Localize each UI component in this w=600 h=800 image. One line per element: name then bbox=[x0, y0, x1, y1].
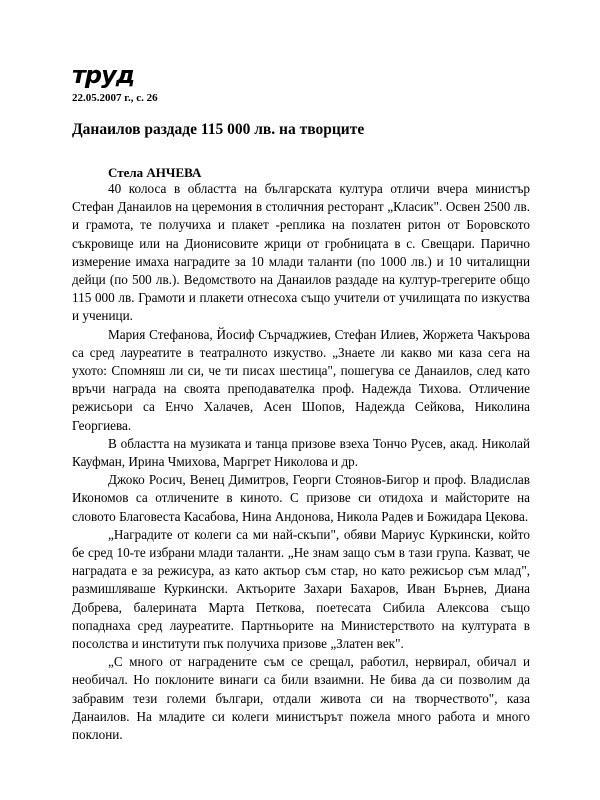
trud-logo-icon bbox=[72, 62, 152, 88]
logo-wordmark: труд bbox=[72, 62, 135, 88]
article-title: Данаилов раздаде 115 000 лв. на творците bbox=[72, 121, 365, 138]
article-paragraph: Джоко Росич, Венец Димитров, Георги Стоянов-Бигор и проф. Владислав Икономов са отличените в киното. С призове си отидоха и майсторите на словото Благовеста Касабова, Нина Андонова, Никола Радев и Божидара Цекова. bbox=[72, 472, 530, 524]
article-paragraph: „Наградите от колеги са ми най-скъпи", обяви Мариус Куркински, който бе сред 10-те избрани млади таланти. „Не знам защо съм в тази група. Казват, че наградата е за режисура, аз като актьор съм стар, но като режисьор съм млад", размишляваше Куркински. Актьорите Захари Бахаров, Иван Бърнев, Диана Добрева, балерината Марта Петкова, поетесата Сибила Алексова също попаднаха сред лауреатите. Партньорите на Министерството на културата в посолства и институти пък получиха призове „Златен век". bbox=[72, 526, 530, 652]
newspaper-logo bbox=[72, 62, 152, 88]
article-paragraph: 40 колоса в областта на българската култура отличи вчера министър Стефан Данаилов на церемония в столичния ресторант „Класик". Освен 2500 лв. и грамота, те получиха и плакет -реплика на позлатен ритон от Боровското съкровище или на Дионисовите жрици от гробницата в с. Свещари. Парично измерение имаха наградите за 10 млади таланти (по 1000 лв.) и 10 читалищни дейци (по 500 лв.). Ведомството на Данаилов раздаде на култур-трегерите общо 115 000 лв. Грамоти и плакети отнесоха също учители от училищата по изкуства и ученици. bbox=[72, 181, 530, 324]
date-page-line: 22.05.2007 г., с. 26 bbox=[72, 92, 158, 104]
article-body bbox=[72, 180, 530, 744]
article-author: Стела АНЧЕВА bbox=[108, 165, 202, 180]
article-paragraph: В областта на музиката и танца призове взеха Тончо Русев, акад. Николай Кауфман, Ирина Чмихова, Маргрет Николова и др. bbox=[72, 435, 530, 470]
article-paragraph: Мария Стефанова, Йосиф Сърчаджиев, Стефан Илиев, Жоржета Чакърова са сред лауреатите в театралното изкуство. „Знаете ли какво ми каза сега на ухото: Спомняш ли си, че ти писах шестица", пошегува се Данаилов, след като връчи награда на своята преподавателка проф. Надежда Тихова. Отличение режисьори са Енчо Халачев, Асен Шопов, Надежда Сейкова, Николина Георгиева. bbox=[72, 326, 530, 433]
article-paragraph: „С много от наградените съм се срещал, работил, нервирал, обичал и необичал. Но поклоните винаги са били взаимни. Не бива да си позволим да забравим тези големи българи, отдали живота си на творчеството", каза Данаилов. На младите си колеги министърът пожела много работа и много поклони. bbox=[72, 654, 530, 743]
